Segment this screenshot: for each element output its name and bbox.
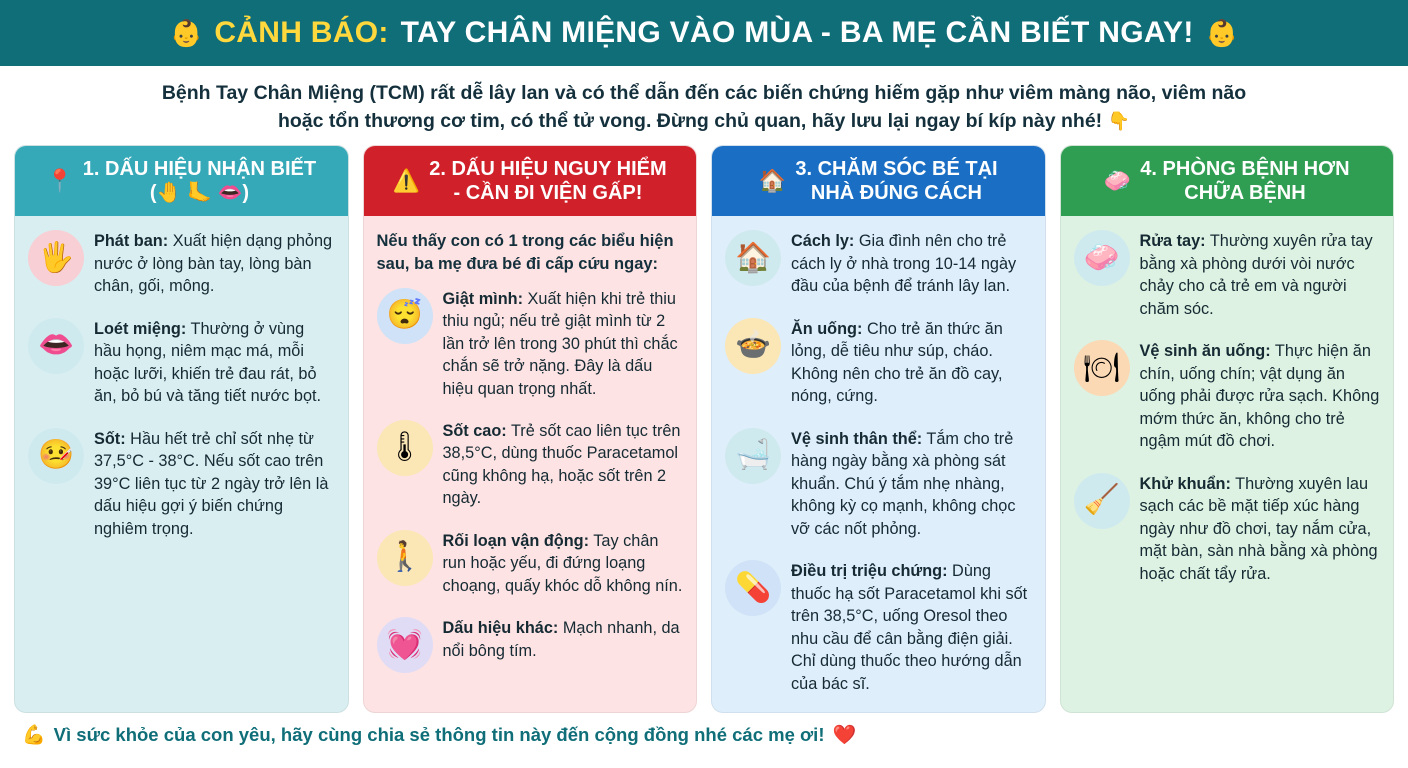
item-text xyxy=(1140,473,1381,585)
column-1-header xyxy=(15,146,348,216)
column-1-title: 1. DẤU HIỆU NHẬN BIẾT (🤚 🦶 👄) xyxy=(82,158,317,205)
item-body: Tắm cho trẻ hàng ngày bằng xà phòng sát khuẩn. Chú ý tắm nhẹ nhàng, không kỳ cọ mạnh, không chọc vỡ các nốt phỏng. xyxy=(791,429,1016,538)
header-banner xyxy=(0,0,1408,66)
item-body: Tay chân run hoặc yếu, đi đứng loạng choạng, quấy khóc dỗ không nín. xyxy=(442,531,683,595)
sleeping-child-icon: 😴 xyxy=(377,288,433,344)
intro-paragraph xyxy=(0,66,1408,145)
baby-eating-clean-icon: 🍽 xyxy=(1074,340,1130,396)
item-label: Dấu hiệu khác: xyxy=(442,619,559,638)
column-danger-signs xyxy=(363,145,698,713)
item-text xyxy=(94,428,335,540)
handwash-icon: 🧼 xyxy=(1074,230,1130,286)
down-pointer-icon: 👇 xyxy=(1107,110,1130,131)
item-text xyxy=(94,318,335,408)
item-body: Thường xuyên rửa tay bằng xà phòng dưới vòi nước chảy cho cả trẻ em và người chăm sóc. xyxy=(1139,232,1373,318)
list-item xyxy=(725,428,1032,540)
heartbeat-icon: 💓 xyxy=(377,617,433,673)
red-heart-icon: ❤️ xyxy=(832,724,857,746)
item-text xyxy=(791,560,1032,695)
list-item xyxy=(377,530,684,597)
item-text xyxy=(443,617,684,662)
item-text xyxy=(1140,340,1381,452)
item-body: Cho trẻ ăn thức ăn lỏng, dễ tiêu như súp, cháo. Không nên cho trẻ ăn đồ cay, nóng, cứng. xyxy=(791,319,1003,406)
list-item xyxy=(725,560,1032,695)
list-item xyxy=(1074,340,1381,452)
item-body: Gia đình nên cho trẻ cách ly ở nhà trong 10-14 ngày đầu của bệnh để tránh lây lan. xyxy=(791,232,1017,296)
item-label: Giật mình: xyxy=(442,289,523,308)
list-item xyxy=(725,230,1032,297)
item-text xyxy=(94,230,335,297)
item-body: Thường ở vùng hầu họng, niêm mạc má, mỗi hoặc lưỡi, khiến trẻ đau rát, bỏ ăn, bỏ bú và tăng tiết nước bọt. xyxy=(94,319,322,406)
column-1-body xyxy=(15,216,348,712)
list-item xyxy=(28,230,335,297)
item-label: Rối loạn vận động: xyxy=(442,531,590,550)
item-text xyxy=(1140,230,1381,320)
column-2-header xyxy=(364,146,697,216)
item-body: Xuất hiện khi trẻ thiu thiu ngủ; nếu trẻ giật mình từ 2 lần trở lên trong 30 phút thì chắc chắn sẽ trở nặng. Đây là dấu hiệu quan trọng nhất. xyxy=(442,289,678,398)
item-body: Mạch nhanh, da nổi bông tím. xyxy=(442,619,680,660)
item-label: Sốt cao: xyxy=(442,421,507,440)
warning-label: CẢNH BÁO: xyxy=(214,16,389,49)
item-text xyxy=(791,428,1032,540)
hand-rash-icon: 🖐 xyxy=(28,230,84,286)
intro-line-2: hoặc tổn thương cơ tim, có thể tử vong. Đừng chủ quan, hãy lưu lại ngay bí kíp này nhé! xyxy=(277,109,1103,132)
item-text xyxy=(443,420,684,510)
baby-bath-icon: 🛁 xyxy=(725,428,781,484)
mouth-ulcer-icon: 👄 xyxy=(28,318,84,374)
item-label: Vệ sinh thân thể: xyxy=(791,429,923,448)
item-label: Ăn uống: xyxy=(791,319,863,338)
item-body: Xuất hiện dạng phỏng nước ở lòng bàn tay, lòng bàn chân, gối, mông. xyxy=(94,232,333,296)
list-item xyxy=(377,420,684,510)
warning-triangle-icon: ⚠️ xyxy=(392,168,421,194)
item-label: Cách ly: xyxy=(791,232,855,251)
list-item xyxy=(725,318,1032,408)
column-3-title: 3. CHĂM SÓC BÉ TẠI NHÀ ĐÚNG CÁCH xyxy=(795,158,998,205)
item-label: Khử khuẩn: xyxy=(1139,474,1231,493)
footer-text: Vì sức khỏe của con yêu, hãy cùng chia sẻ thông tin này đến cộng đồng nhé các mẹ ơi! xyxy=(53,724,825,746)
soap-icon: 🧼 xyxy=(1103,168,1132,194)
thermometer-icon: 🌡 xyxy=(377,420,433,476)
column-prevention xyxy=(1060,145,1395,713)
item-text xyxy=(443,288,684,400)
item-label: Phát ban: xyxy=(94,232,169,251)
column-2-body xyxy=(364,216,697,712)
list-item xyxy=(377,617,684,673)
list-item xyxy=(1074,230,1381,320)
item-label: Loét miệng: xyxy=(94,319,187,338)
footer-callout xyxy=(0,713,1408,746)
column-signs xyxy=(14,145,349,713)
column-2-title: 2. DẤU HIỆU NGUY HIỂM - CẦN ĐI VIỆN GẤP! xyxy=(429,158,667,205)
baby-fever-thermometer-icon: 🤒 xyxy=(28,428,84,484)
column-3-header xyxy=(712,146,1045,216)
column-3-body xyxy=(712,216,1045,712)
item-body: Hầu hết trẻ chỉ sốt nhẹ từ 37,5°C - 38°C. Nếu sốt cao trên 39°C liên tục từ 2 ngày trở lên là dấu hiệu gợi ý biến chứng nghiêm trọng. xyxy=(94,429,329,538)
house-icon: 🏠 xyxy=(758,168,787,194)
pushpin-icon: 📍 xyxy=(46,168,74,194)
item-body: Thực hiện ăn chín, uống chín; vật dụng ăn uống phải được rửa sạch. Không mớm thức ăn, không cho trẻ ngậm mút đồ chơi. xyxy=(1139,342,1380,451)
item-body: Thường xuyên lau sạch các bề mặt tiếp xúc hàng ngày như đồ chơi, tay nắm cửa, mặt bàn, sàn nhà bằng xà phòng hoặc chất tẩy rửa. xyxy=(1139,474,1378,583)
columns-container xyxy=(0,145,1408,713)
column-4-header xyxy=(1061,146,1394,216)
column-2-lead: Nếu thấy con có 1 trong các biểu hiện sau, ba mẹ đưa bé đi cấp cứu ngay: xyxy=(376,232,674,273)
column-home-care xyxy=(711,145,1046,713)
baby-face-icon-right: 👶 xyxy=(1205,18,1239,48)
muscle-arm-icon: 💪 xyxy=(22,724,46,746)
disinfect-cleaning-icon: 🧹 xyxy=(1074,473,1130,529)
item-label: Vệ sinh ăn uống: xyxy=(1139,342,1271,361)
list-item xyxy=(28,428,335,540)
item-text xyxy=(791,230,1032,297)
home-isolation-icon: 🏠 xyxy=(725,230,781,286)
item-text xyxy=(443,530,684,597)
list-item xyxy=(377,288,684,400)
item-text xyxy=(791,318,1032,408)
column-4-title: 4. PHÒNG BỆNH HƠN CHỮA BỆNH xyxy=(1140,158,1350,205)
list-item xyxy=(28,318,335,408)
list-item xyxy=(1074,473,1381,585)
walking-person-icon: 🚶 xyxy=(377,530,433,586)
item-label: Sốt: xyxy=(94,429,126,448)
intro-line-1: Bệnh Tay Chân Miệng (TCM) rất dễ lây lan và có thể dẫn đến các biến chứng hiếm gặp như viêm màng não, viêm não xyxy=(161,82,1247,104)
item-label: Điều trị triệu chứng: xyxy=(791,562,948,581)
item-body: Trẻ sốt cao liên tục trên 38,5°C, dùng thuốc Paracetamol cũng không hạ, hoặc sốt trên 2 ngày. xyxy=(442,421,681,508)
baby-face-icon-left: 👶 xyxy=(169,18,203,48)
medicine-bottle-icon: 💊 xyxy=(725,560,781,616)
baby-eating-icon: 🍲 xyxy=(725,318,781,374)
column-4-body xyxy=(1061,216,1394,712)
intro-line-2-wrap xyxy=(40,108,1368,136)
item-label: Rửa tay: xyxy=(1139,232,1206,251)
page-title: TAY CHÂN MIỆNG VÀO MÙA - BA MẸ CẦN BIẾT NGAY! xyxy=(400,16,1194,49)
item-body: Dùng thuốc hạ sốt Paracetamol khi sốt trên 38,5°C, uống Oresol theo nhu cầu để cân bằng điện giải. Chỉ dùng thuốc theo hướng dẫn của bác sĩ. xyxy=(791,562,1028,693)
